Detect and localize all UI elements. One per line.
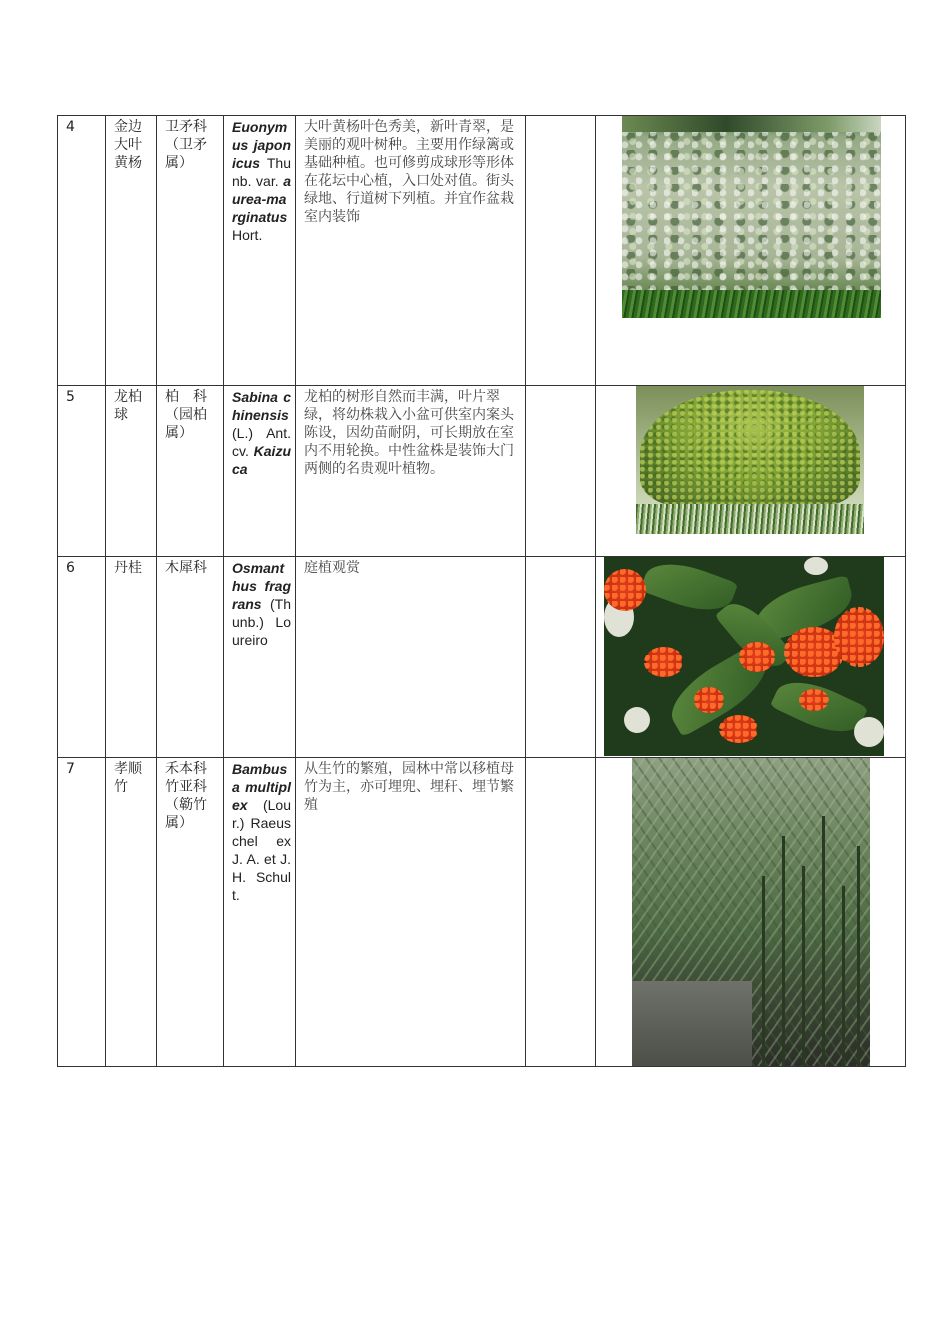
row-number: 5 (58, 386, 106, 557)
latin-name (224, 758, 296, 1067)
latin-genus-species: Sabina chinensis (232, 389, 291, 423)
empty-cell (526, 557, 596, 758)
table-row (58, 386, 906, 557)
latin-authority: (Thunb.) Loureiro (232, 596, 291, 648)
plant-photo-cell (596, 116, 906, 386)
latin-authority: Thunb. var. (232, 155, 291, 189)
plant-description: 从生竹的繁殖，园林中常以移植母竹为主，亦可埋兜、埋秆、埋节繁殖 (296, 758, 526, 1067)
latin-genus-species: Euonymus japonicus (232, 119, 291, 171)
row-number: 7 (58, 758, 106, 1067)
plant-photo-cell (596, 386, 906, 557)
plant-photo-cell (596, 758, 906, 1067)
latin-genus-species: Osmanthus fragrans (232, 560, 291, 612)
osmanthus-flower-photo (604, 557, 884, 756)
latin-cultivar: Kaizuca (232, 443, 291, 477)
bamboo-clump-photo (632, 758, 870, 1066)
latin-name (224, 557, 296, 758)
plant-family: 卫矛科（卫矛属） (157, 116, 224, 386)
plant-name: 丹桂 (106, 557, 157, 758)
plant-name: 龙柏球 (106, 386, 157, 557)
plant-photo-cell (596, 557, 906, 758)
euonymus-hedge-photo (622, 116, 881, 318)
latin-genus-species: Bambusa multiplex (232, 761, 291, 813)
plant-description: 龙柏的树形自然而丰满，叶片翠绿，将幼株栽入小盆可供室内案头陈设，因幼苗耐阴，可长期放在室内不用轮换。中性盆株是装饰大门两侧的名贵观叶植物。 (296, 386, 526, 557)
latin-authority-2: Hort. (232, 227, 263, 243)
empty-cell (526, 386, 596, 557)
plant-family: 禾本科竹亚科（簕竹属） (157, 758, 224, 1067)
latin-authority: (L.) Ant. cv. (232, 425, 291, 459)
latin-authority: (Lour.) Raeuschel ex J. A. et J. H. Schult. (232, 797, 291, 903)
plant-catalog-table (57, 115, 906, 1067)
latin-name (224, 386, 296, 557)
juniper-ball-photo (636, 386, 864, 534)
table-row (58, 116, 906, 386)
row-number: 6 (58, 557, 106, 758)
latin-cultivar: aurea-marginatus (232, 173, 291, 225)
latin-name (224, 116, 296, 386)
plant-name: 孝顺竹 (106, 758, 157, 1067)
plant-name: 金边大叶黄杨 (106, 116, 157, 386)
plant-family: 柏 科（园柏属） (157, 386, 224, 557)
row-number: 4 (58, 116, 106, 386)
empty-cell (526, 758, 596, 1067)
plant-family: 木犀科 (157, 557, 224, 758)
empty-cell (526, 116, 596, 386)
table-row (58, 758, 906, 1067)
plant-description: 庭植观赏 (296, 557, 526, 758)
plant-description: 大叶黄杨叶色秀美，新叶青翠，是美丽的观叶树种。主要用作绿篱或基础种植。也可修剪成球形等形体在花坛中心植，入口处对值。街头绿地、行道树下列植。并宜作盆栽室内装饰 (296, 116, 526, 386)
table-row (58, 557, 906, 758)
